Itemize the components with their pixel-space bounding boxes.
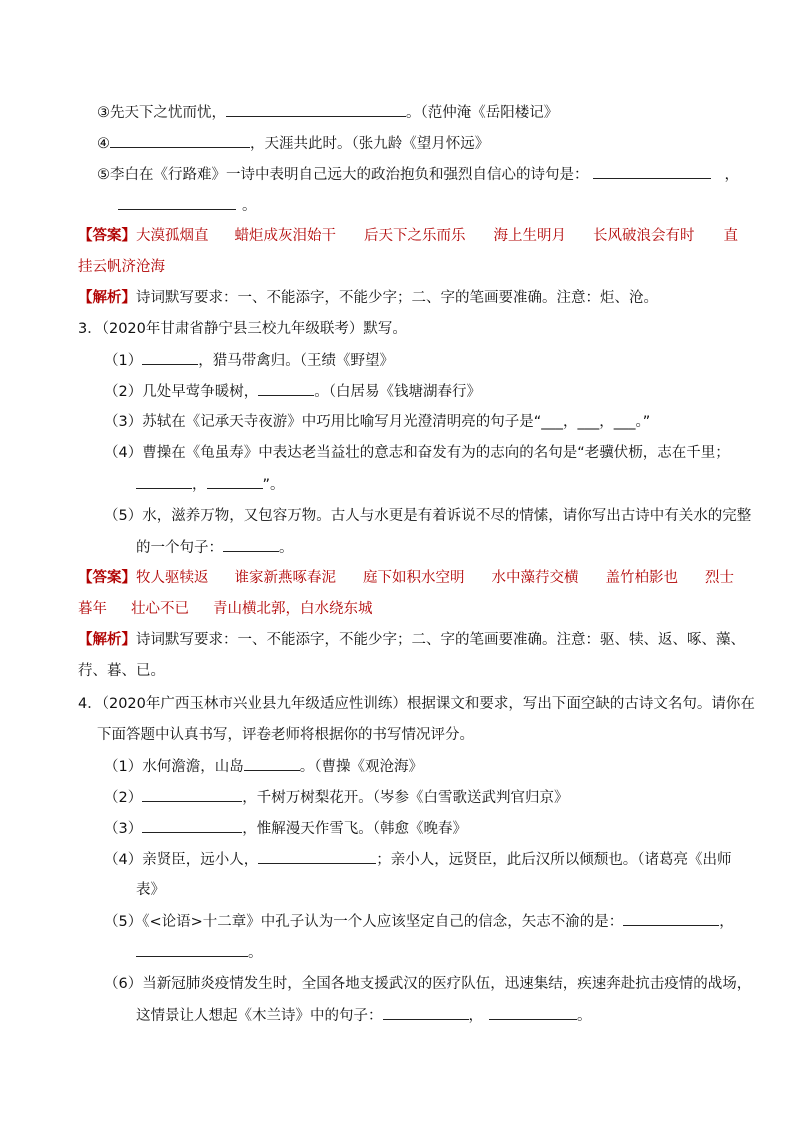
answer-blank[interactable]: [136, 942, 248, 957]
item-text: （4）亲贤臣，远小人，: [104, 852, 259, 868]
answer-text: 大漠孤烟直: [136, 228, 209, 244]
analysis-text: 荇、暮、已。: [78, 663, 165, 679]
answer-blank[interactable]: [142, 818, 242, 833]
question-item-line2: [136, 1005, 592, 1026]
item-text: （3）苏轼在《记承天寺夜游》中巧用比喻写月光澄清明亮的句子是“___，___，___。”: [104, 414, 651, 430]
question-item: [104, 443, 730, 463]
item-text: 的一个句子：: [136, 540, 223, 556]
answer-blank[interactable]: [136, 474, 192, 489]
item-text: ，惟解漫天作雪飞。（韩愈《晚春》: [242, 821, 467, 837]
question-item-line2: [136, 474, 285, 495]
analysis-line: [78, 288, 658, 308]
item-text: ③先天下之忧而忧，: [97, 105, 226, 121]
item-text: （6）当新冠肺炎疫情发生时，全国各地支援武汉的医疗队伍，迅速集结，疾速奔赴抗击疫情的战场，: [104, 976, 752, 992]
item-text: （5）水，滋养万物，又包容万物。古人与水更是有着诉说不尽的情愫，请你写出古诗中有关水的完整: [104, 508, 752, 524]
answer-text: 长风破浪会有时: [593, 228, 695, 244]
analysis-line-2: [78, 661, 165, 681]
item-separator: ，: [724, 167, 739, 183]
answer-text: 牧人驱犊返: [136, 570, 209, 586]
answer-text: 烈士: [705, 570, 734, 586]
answer-blank[interactable]: [593, 164, 711, 179]
question-item: [104, 911, 734, 932]
item-text: ⑤李白在《行路难》一诗中表明自己远大的政治抱负和强烈自信心的诗句是：: [97, 167, 589, 183]
question-item-line2: [136, 942, 263, 963]
answer-line: [78, 226, 738, 246]
answer-blank[interactable]: [623, 911, 719, 926]
item-end: 。: [242, 198, 257, 214]
answer-blank[interactable]: [118, 195, 236, 210]
answer-blank[interactable]: [207, 474, 263, 489]
answer-tag: 【答案】: [78, 228, 136, 244]
question-item-line2: [136, 880, 165, 900]
answer-blank[interactable]: [110, 133, 250, 148]
answer-blank[interactable]: [223, 537, 279, 552]
answer-blank[interactable]: [258, 849, 376, 864]
item-end: 。: [248, 945, 263, 961]
answer-blank[interactable]: [226, 102, 406, 117]
answer-text: 水中藻荇交横: [491, 570, 579, 586]
item-text: 几处早莺争暖树，: [142, 384, 259, 400]
item-text: （5）《<论语>十二章》中孔子认为一个人应该坚定自己的信念，矢志不渝的是：: [104, 914, 624, 930]
question-heading-line2: [97, 725, 474, 745]
answer-blank[interactable]: [258, 381, 314, 396]
answer-text: 蜡炬成灰泪始干: [234, 228, 336, 244]
answer-line-2: [78, 257, 165, 277]
question-item: [104, 381, 481, 402]
answer-text: 谁家新燕啄春泥: [234, 570, 336, 586]
answer-text: 直: [723, 228, 738, 244]
item-end: ”。: [262, 477, 285, 493]
question-item: [104, 350, 394, 371]
question-item-3: [97, 102, 558, 123]
item-text: 。（范仲淹《岳阳楼记》: [406, 105, 559, 121]
answer-text: 后天下之乐而乐: [364, 228, 466, 244]
answer-text: 青山横北郭，白水绕东城: [213, 601, 373, 617]
question-item: [104, 412, 650, 432]
question-heading-text: 下面答题中认真书写，评卷老师将根据你的书写情况评分。: [97, 727, 474, 743]
item-separator: ，: [468, 1008, 483, 1024]
answer-text: 庭下如积水空明: [363, 570, 465, 586]
question-item: [104, 756, 423, 777]
question-item-line2: [136, 537, 294, 558]
item-end: 。: [279, 540, 294, 556]
answer-line: [78, 568, 734, 588]
answer-blank[interactable]: [244, 756, 300, 771]
question-heading: [78, 319, 407, 339]
item-number: ④: [97, 136, 110, 152]
answer-tag: 【答案】: [78, 570, 136, 586]
question-heading-text: 4．（2020年广西玉林市兴业县九年级适应性训练）根据课文和要求，写出下面空缺的古诗文名句。请你在: [78, 696, 755, 712]
question-item: [104, 849, 731, 870]
item-text: （1）水何澹澹，山岛: [104, 759, 244, 775]
question-item-4: [97, 133, 489, 154]
analysis-tag: 【解析】: [78, 290, 136, 306]
answer-text: 海上生明月: [493, 228, 566, 244]
item-text: ；亲小人，远贤臣，此后汉所以倾颓也。（诸葛亮《出师: [376, 852, 732, 868]
answer-blank[interactable]: [142, 350, 198, 365]
item-text: 。（白居易《钱塘湖春行》: [314, 384, 481, 400]
item-separator: ，: [192, 477, 207, 493]
answer-line-2: [78, 599, 373, 619]
question-heading-text: 3．（2020年甘肃省静宁县三校九年级联考）默写。: [78, 321, 407, 337]
question-item: [104, 818, 467, 839]
item-separator: ，: [719, 914, 734, 930]
question-item: [104, 506, 751, 526]
question-item-5-line2: [118, 195, 257, 216]
analysis-text: 诗词默写要求：一、不能添字，不能少字；二、字的笔画要准确。注意：驱、犊、返、啄、藻、: [136, 632, 745, 648]
question-item: [104, 787, 568, 808]
item-number: （2）: [104, 384, 143, 400]
item-text: ，千树万树梨花开。（岑参《白雪歌送武判官归京》: [242, 790, 569, 806]
answer-blank[interactable]: [383, 1005, 469, 1020]
analysis-text: 诗词默写要求：一、不能添字，不能少字；二、字的笔画要准确。注意：炬、沧。: [136, 290, 658, 306]
item-number: （1）: [104, 353, 143, 369]
answer-text: 暮年: [78, 601, 107, 617]
item-number: （3）: [104, 821, 143, 837]
item-text: （4）曹操在《龟虽寿》中表达老当益壮的意志和奋发有为的志向的名句是“老骥伏枥，志在千里；: [104, 445, 730, 461]
item-text: 这情景让人想起《木兰诗》中的句子：: [136, 1008, 383, 1024]
analysis-line: [78, 630, 745, 650]
item-text: ，猎马带禽归。（王绩《野望》: [198, 353, 394, 369]
question-item: [104, 974, 751, 994]
item-text: 。（曹操《观沧海》: [299, 759, 423, 775]
item-text: ，天涯共此时。（张九龄《望月怀远》: [250, 136, 490, 152]
question-heading: [78, 694, 755, 714]
answer-text: 挂云帆济沧海: [78, 259, 165, 275]
item-end: 。: [577, 1008, 592, 1024]
item-number: （2）: [104, 790, 143, 806]
question-item-5: [97, 164, 739, 185]
answer-text: 盖竹柏影也: [605, 570, 678, 586]
answer-blank[interactable]: [142, 787, 242, 802]
analysis-tag: 【解析】: [78, 632, 136, 648]
answer-blank[interactable]: [489, 1005, 577, 1020]
answer-text: 壮心不已: [131, 601, 189, 617]
item-text: 表》: [136, 882, 165, 898]
